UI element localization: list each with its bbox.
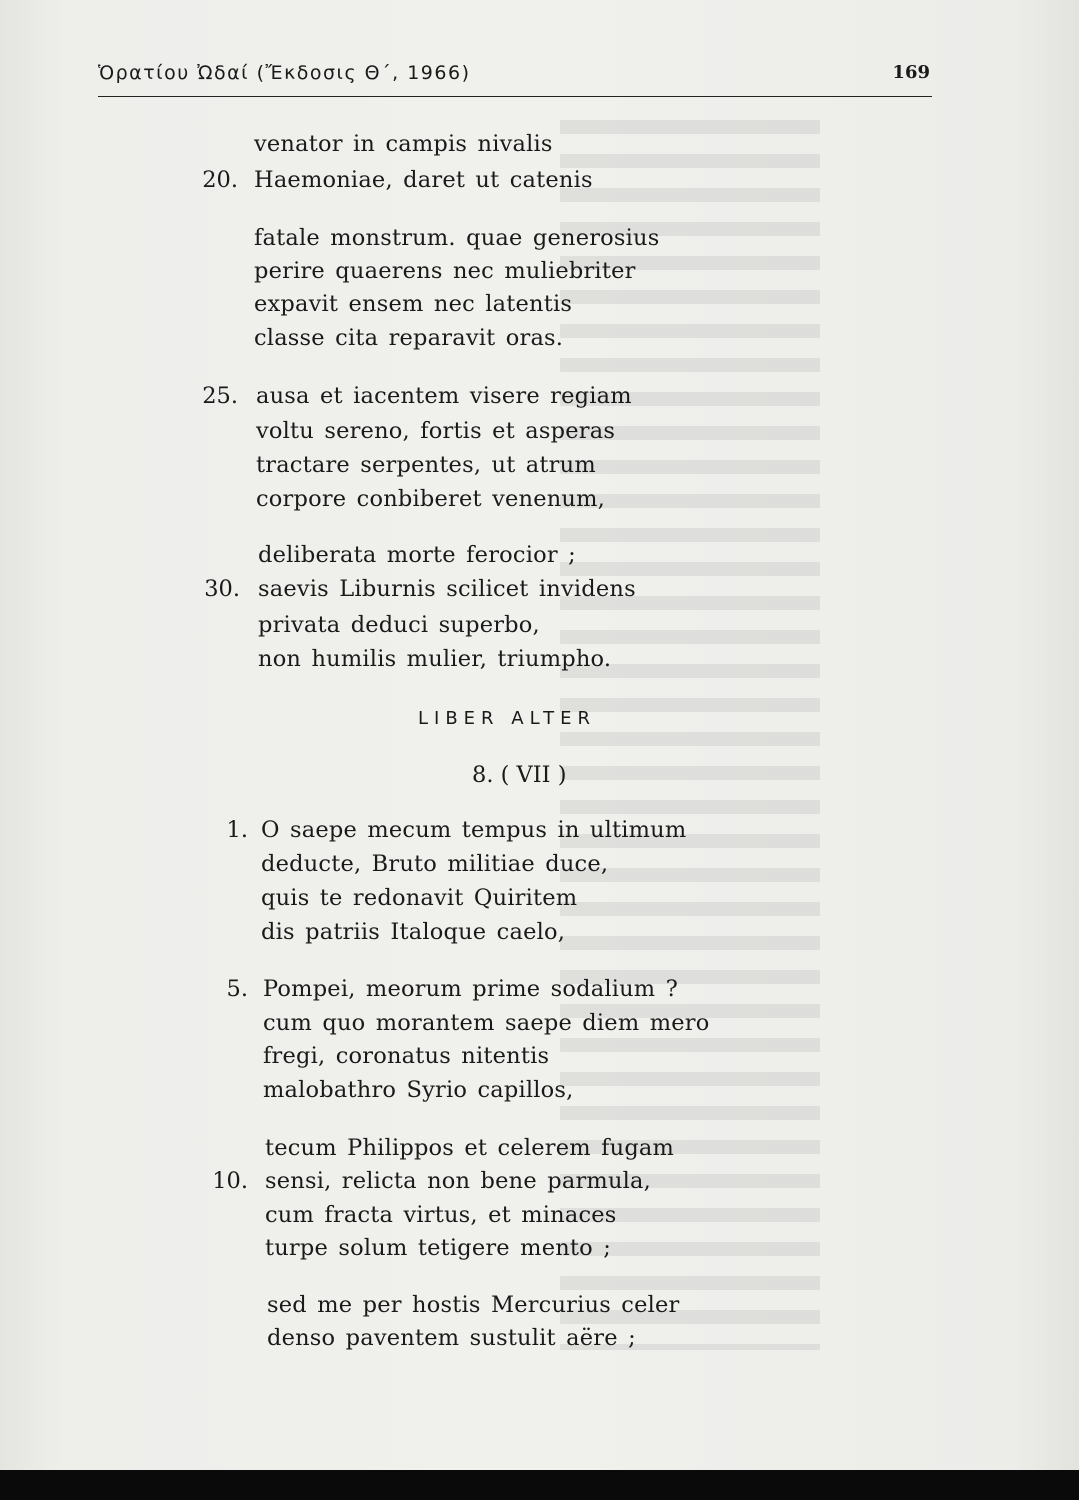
scan-edge — [0, 1470, 1079, 1500]
poem-line: Pompei, meorum prime sodalium ? — [263, 976, 678, 1002]
poem-line: fregi, coronatus nitentis — [263, 1043, 550, 1069]
poem-line: privata deduci superbo, — [258, 612, 540, 638]
line-number: 5. — [226, 976, 248, 1002]
poem-line: O saepe mecum tempus in ultimum — [261, 817, 687, 843]
line-number: 25. — [202, 383, 238, 409]
header-title: Ὁρατίου Ὠδαί (Ἔκδοσις Θ΄, 1966) — [98, 62, 471, 84]
poem-line: cum fracta virtus, et minaces — [265, 1202, 617, 1228]
poem-line: Haemoniae, daret ut catenis — [254, 167, 593, 193]
bleed-through-texture — [560, 120, 820, 1350]
poem-line: tecum Philippos et celerem fugam — [265, 1135, 675, 1161]
poem-line: deducte, Bruto militiae duce, — [261, 851, 609, 877]
poem-line: sensi, relicta non bene parmula, — [265, 1168, 651, 1194]
poem-line: sed me per hostis Mercurius celer — [267, 1292, 680, 1318]
poem-line: fatale monstrum. quae generosius — [254, 225, 660, 251]
poem-line: quis te redonavit Quiritem — [261, 885, 578, 911]
poem-line: denso paventem sustulit aëre ; — [267, 1325, 636, 1351]
poem-line: turpe solum tetigere mento ; — [265, 1235, 612, 1261]
poem-line: tractare serpentes, ut atrum — [256, 452, 596, 478]
ode-title: 8. ( VII ) — [472, 762, 567, 788]
page-number: 169 — [892, 62, 930, 83]
line-number: 20. — [202, 167, 238, 193]
poem-line: voltu sereno, fortis et asperas — [256, 418, 616, 444]
poem-line: expavit ensem nec latentis — [254, 291, 573, 317]
poem-line: classe cita reparavit oras. — [254, 325, 564, 351]
poem-line: corpore conbiberet venenum, — [256, 486, 605, 512]
poem-line: deliberata morte ferocior ; — [258, 542, 576, 568]
poem-line: non humilis mulier, triumpho. — [258, 646, 612, 672]
line-number: 30. — [204, 576, 240, 602]
line-number: 10. — [212, 1168, 248, 1194]
poem-line: perire quaerens nec muliebriter — [254, 258, 636, 284]
poem-line: saevis Liburnis scilicet invidens — [258, 576, 636, 602]
book-title: LIBER ALTER — [418, 708, 597, 729]
running-header — [98, 60, 932, 97]
poem-line: ausa et iacentem visere regiam — [256, 383, 632, 409]
poem-line: venator in campis nivalis — [254, 131, 553, 157]
poem-line: cum quo morantem saepe diem mero — [263, 1010, 710, 1036]
poem-line: malobathro Syrio capillos, — [263, 1077, 574, 1103]
poem-line: dis patriis Italoque caelo, — [261, 919, 566, 945]
line-number: 1. — [226, 817, 248, 843]
